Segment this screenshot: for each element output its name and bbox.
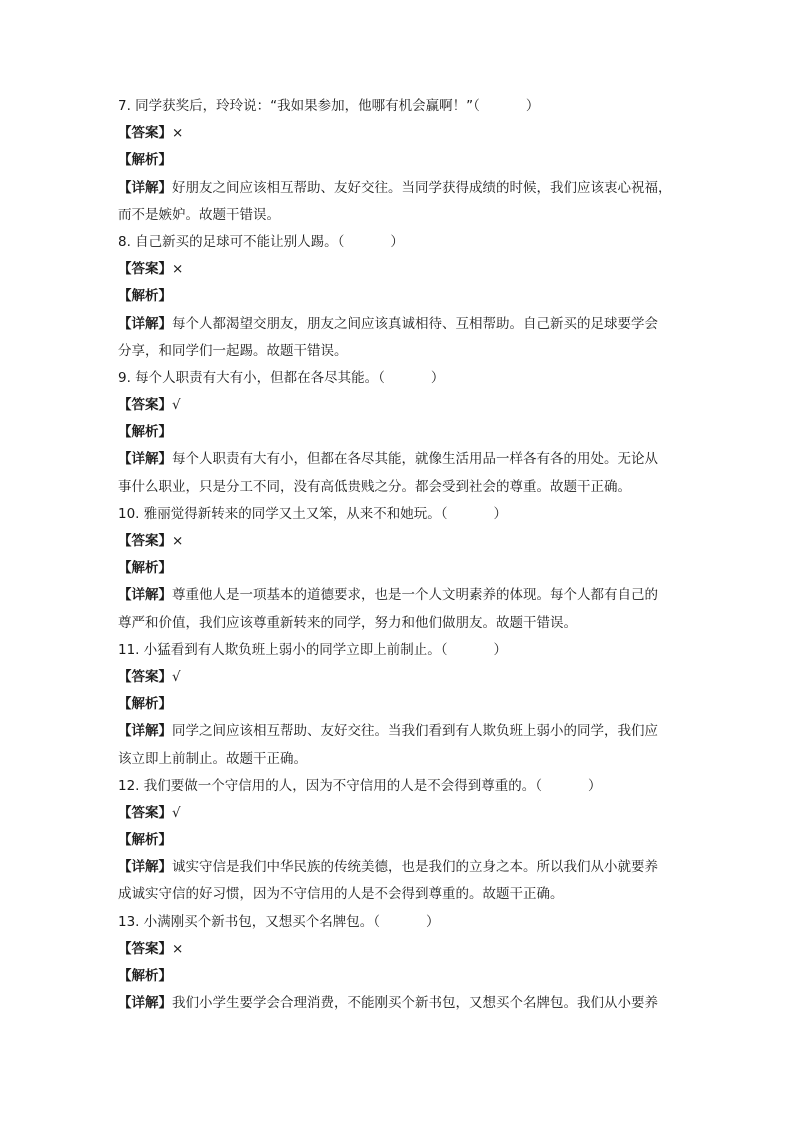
close-paren: ）	[493, 505, 508, 522]
detail-line	[118, 202, 682, 229]
detail-line	[118, 582, 682, 609]
question-stem: 8. 自己新买的足球可不能让别人踢。（	[118, 233, 345, 250]
close-paren: ）	[430, 369, 445, 386]
close-paren: ）	[426, 913, 440, 930]
analysis-label: 【解析】	[118, 560, 172, 577]
detail-text: 尊严和价值，我们应该尊重新转来的同学，努力和他们做朋友。故题干错误。	[118, 614, 577, 631]
detail-text: 同学之间应该相互帮助、友好交往。当我们看到有人欺负班上弱小的同学，我们应	[172, 723, 658, 740]
close-paren: ）	[493, 641, 508, 658]
detail-line	[118, 746, 682, 773]
question-text	[118, 93, 682, 120]
detail-label: 【详解】	[118, 723, 172, 740]
detail-text: 尊重他人是一项基本的道德要求，也是一个人文明素养的体现。每个人都有自己的	[172, 587, 658, 604]
question-text	[118, 909, 682, 936]
answer-line	[118, 800, 682, 827]
answer-line	[118, 392, 682, 419]
answer-label: 【答案】	[118, 125, 172, 142]
question-text	[118, 229, 682, 256]
analysis-label: 【解析】	[118, 152, 172, 169]
analysis-label: 【解析】	[118, 832, 172, 849]
detail-text: 而不是嫉妒。故题干错误。	[118, 206, 280, 223]
detail-line	[118, 881, 682, 908]
analysis-label: 【解析】	[118, 696, 172, 713]
answer-label: 【答案】	[118, 668, 172, 685]
question-stem: 11. 小猛看到有人欺负班上弱小的同学立即上前制止。（	[118, 641, 448, 658]
answer-line	[118, 120, 682, 147]
detail-text: 事什么职业，只是分工不同，没有高低贵贱之分。都会受到社会的尊重。故题干正确。	[118, 478, 631, 495]
question-text	[118, 773, 682, 800]
answer-mark: ×	[172, 125, 184, 142]
detail-label: 【详解】	[118, 179, 172, 196]
detail-text: 每个人职责有大有小，但都在各尽其能，就像生活用品一样各有各的用处。无论从	[172, 451, 658, 468]
detail-line	[118, 311, 682, 338]
close-paren: ）	[390, 233, 404, 250]
answer-line	[118, 256, 682, 283]
question-stem: 9. 每个人职责有大有小，但都在各尽其能。（	[118, 369, 385, 386]
detail-text: 分享，和同学们一起踢。故题干错误。	[118, 342, 348, 359]
detail-line	[118, 446, 682, 473]
answer-mark: √	[172, 397, 181, 414]
analysis-label: 【解析】	[118, 424, 172, 441]
answer-label: 【答案】	[118, 261, 172, 278]
answer-mark: √	[172, 804, 181, 821]
question-stem: 10. 雅丽觉得新转来的同学又土又笨，从来不和她玩。（	[118, 505, 448, 522]
answer-mark: √	[172, 668, 181, 685]
answer-label: 【答案】	[118, 940, 172, 957]
answer-line	[118, 664, 682, 691]
question-text	[118, 365, 682, 392]
answer-line	[118, 936, 682, 963]
answer-label: 【答案】	[118, 804, 172, 821]
detail-line	[118, 854, 682, 881]
question-text	[118, 637, 682, 664]
question-stem: 7. 同学获奖后，玲玲说：“我如果参加，他哪有机会赢啊！”（	[118, 98, 480, 114]
analysis-label: 【解析】	[118, 288, 172, 305]
detail-label: 【详解】	[118, 315, 172, 332]
answer-label: 【答案】	[118, 533, 172, 549]
answer-mark: ×	[172, 261, 184, 278]
detail-line	[118, 990, 682, 1017]
question-text	[118, 501, 682, 528]
detail-line	[118, 610, 682, 637]
detail-text: 成诚实守信的好习惯，因为不守信用的人是不会得到尊重的。故题干正确。	[118, 886, 564, 903]
analysis-label: 【解析】	[118, 968, 172, 984]
close-paren: ）	[525, 98, 540, 114]
question-stem: 12. 我们要做一个守信用的人，因为不守信用的人是不会得到尊重的。（	[118, 777, 543, 794]
detail-line	[118, 175, 682, 202]
detail-text: 诚实守信是我们中华民族的传统美德，也是我们的立身之本。所以我们从小就要养	[172, 859, 658, 876]
detail-label: 【详解】	[118, 587, 172, 604]
detail-text: 我们小学生要学会合理消费，不能刚买个新书包，又想买个名牌包。我们从小要养	[172, 995, 658, 1012]
detail-label: 【详解】	[118, 995, 172, 1012]
question-stem: 13. 小满刚买个新书包，又想买个名牌包。（	[118, 913, 381, 930]
answer-mark: ×	[172, 533, 184, 549]
answer-label: 【答案】	[118, 397, 172, 414]
detail-line	[118, 338, 682, 365]
detail-text: 该立即上前制止。故题干正确。	[118, 750, 307, 767]
detail-line	[118, 718, 682, 745]
answer-mark: ×	[172, 940, 184, 957]
detail-text: 好朋友之间应该相互帮助、友好交往。当同学获得成绩的时候，我们应该衷心祝福，	[172, 179, 672, 196]
detail-line	[118, 474, 682, 501]
detail-label: 【详解】	[118, 859, 172, 876]
detail-label: 【详解】	[118, 451, 172, 468]
answer-line	[118, 528, 682, 555]
detail-text: 每个人都渴望交朋友，朋友之间应该真诚相待、互相帮助。自己新买的足球要学会	[172, 315, 658, 332]
close-paren: ）	[588, 777, 602, 794]
